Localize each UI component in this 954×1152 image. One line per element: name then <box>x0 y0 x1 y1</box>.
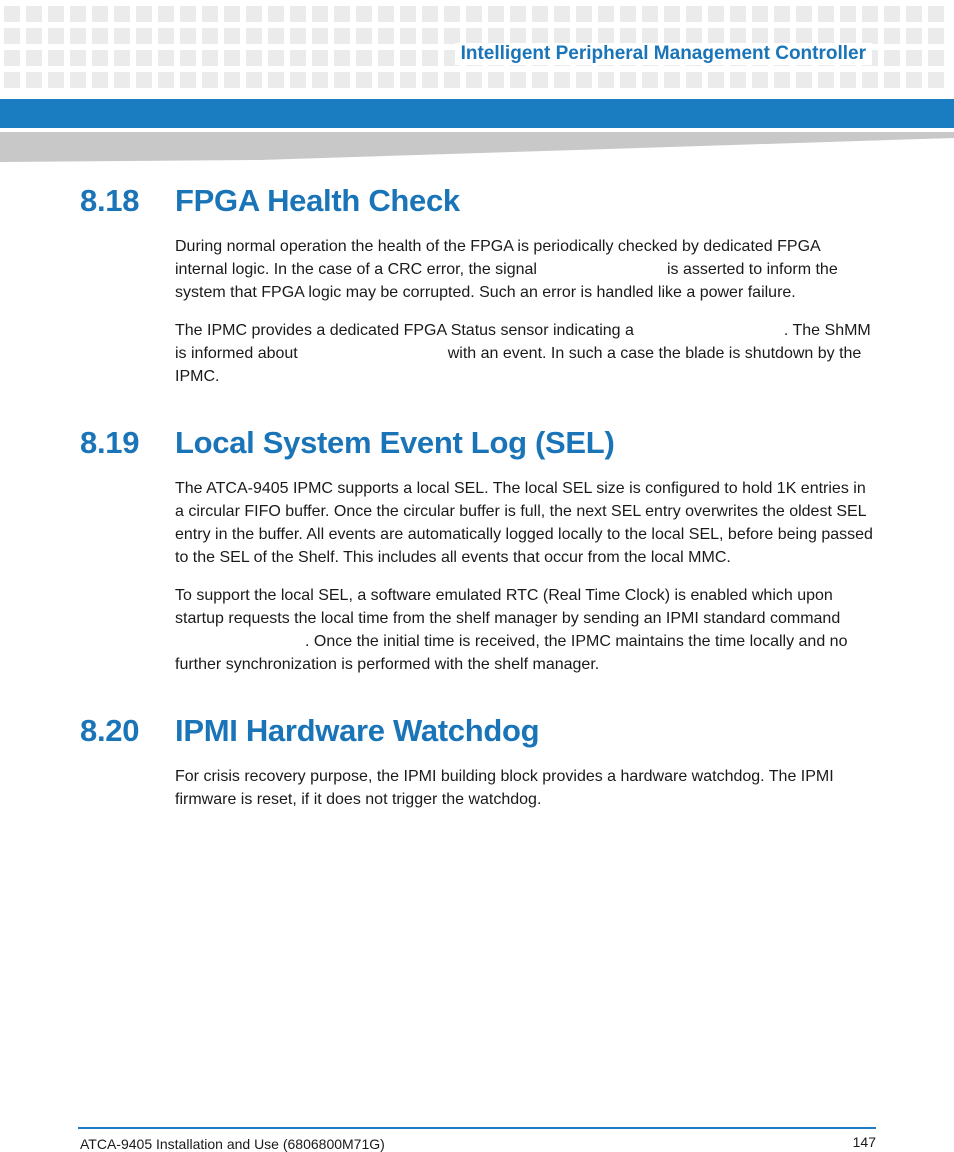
dot-cell <box>532 28 548 44</box>
dot-cell <box>598 28 614 44</box>
dot-cell <box>246 72 262 88</box>
dot-cell <box>444 6 460 22</box>
dot-cell <box>554 6 570 22</box>
dot-cell <box>752 6 768 22</box>
dot-cell <box>180 28 196 44</box>
dot-cell <box>334 72 350 88</box>
section-number: 8.20 <box>80 713 140 748</box>
dot-cell <box>466 28 482 44</box>
dot-cell <box>202 50 218 66</box>
dot-cell <box>136 6 152 22</box>
dot-cell <box>422 28 438 44</box>
dot-cell <box>26 28 42 44</box>
dot-cell <box>818 6 834 22</box>
dot-cell <box>664 72 680 88</box>
dot-cell <box>268 72 284 88</box>
dot-cell <box>268 6 284 22</box>
section-title: Local System Event Log (SEL) <box>175 425 615 460</box>
dot-cell <box>422 50 438 66</box>
dot-cell <box>312 72 328 88</box>
dot-cell <box>510 6 526 22</box>
dot-cell <box>48 6 64 22</box>
dot-cell <box>840 6 856 22</box>
dot-cell <box>554 28 570 44</box>
dot-cell <box>158 50 174 66</box>
dot-cell <box>92 50 108 66</box>
dot-cell <box>246 28 262 44</box>
dot-cell <box>334 28 350 44</box>
dot-cell <box>92 28 108 44</box>
dot-cell <box>114 50 130 66</box>
section-heading-8-19 <box>80 425 614 461</box>
dot-cell <box>400 50 416 66</box>
dot-cell <box>92 72 108 88</box>
dot-cell <box>136 72 152 88</box>
dot-cell <box>312 6 328 22</box>
dot-cell <box>884 72 900 88</box>
text-run: During normal operation the health of the FPGA is periodically checked by dedicated FPGA internal logic. In the case of a CRC error, the signal <box>175 238 820 278</box>
dot-cell <box>224 50 240 66</box>
dot-cell <box>356 50 372 66</box>
dot-cell <box>466 6 482 22</box>
dot-cell <box>730 6 746 22</box>
dot-cell <box>290 50 306 66</box>
dot-cell <box>730 72 746 88</box>
dot-cell <box>466 72 482 88</box>
dot-cell <box>224 72 240 88</box>
dot-cell <box>708 28 724 44</box>
dot-cell <box>48 50 64 66</box>
dot-cell <box>818 28 834 44</box>
page-number: 147 <box>852 1134 876 1150</box>
dot-cell <box>114 72 130 88</box>
dot-cell <box>70 6 86 22</box>
text-run: . Once the initial time is received, the IPMC maintains the time locally and no further synchronization is performed with the shelf manager. <box>175 633 848 673</box>
header-blue-band <box>0 99 954 128</box>
dot-cell <box>356 28 372 44</box>
dot-cell <box>202 72 218 88</box>
fpga-paragraph-2 <box>175 319 875 388</box>
dot-cell <box>136 50 152 66</box>
section-heading-8-20 <box>80 713 539 749</box>
section-number: 8.19 <box>80 425 140 460</box>
dot-cell <box>224 6 240 22</box>
dot-cell <box>290 6 306 22</box>
dot-cell <box>906 6 922 22</box>
dot-cell <box>70 50 86 66</box>
dot-cell <box>378 50 394 66</box>
dot-cell <box>686 6 702 22</box>
dot-cell <box>400 6 416 22</box>
section-title: FPGA Health Check <box>175 183 460 218</box>
dot-cell <box>664 6 680 22</box>
dot-cell <box>4 28 20 44</box>
dot-cell <box>840 72 856 88</box>
dot-cell <box>4 72 20 88</box>
sel-paragraph-1: The ATCA-9405 IPMC supports a local SEL. The local SEL size is configured to hold 1K entries in a circular FIFO buffer. Once the circular buffer is full, the next SEL entry overwrites the oldest SEL entry in the buffer. All events are automatically logged locally to the local SEL, before being passed to the SEL of the Shelf. This includes all events that occur from the local MMC. <box>175 480 873 566</box>
running-header-title: Intelligent Peripheral Management Controller <box>455 43 872 65</box>
dot-cell <box>774 72 790 88</box>
dot-cell <box>400 72 416 88</box>
dot-cell <box>70 28 86 44</box>
dot-cell <box>928 28 944 44</box>
dot-cell <box>664 28 680 44</box>
dot-cell <box>928 72 944 88</box>
dot-cell <box>444 72 460 88</box>
dot-cell <box>158 6 174 22</box>
dot-cell <box>246 50 262 66</box>
dot-cell <box>4 50 20 66</box>
dot-cell <box>752 72 768 88</box>
dot-cell <box>158 72 174 88</box>
section-heading-8-18 <box>80 183 460 219</box>
dot-cell <box>554 72 570 88</box>
dot-cell <box>488 28 504 44</box>
dot-cell <box>70 72 86 88</box>
dot-cell <box>268 28 284 44</box>
dot-cell <box>444 28 460 44</box>
text-run: with an event. In such a case the blade is shutdown by the IPMC. <box>175 345 862 385</box>
dot-cell <box>730 28 746 44</box>
dot-cell <box>114 28 130 44</box>
text-run: The IPMC provides a dedicated FPGA Status sensor indicating a <box>175 322 634 339</box>
footer-document-title: ATCA-9405 Installation and Use (6806800M71G) <box>80 1136 385 1152</box>
dot-cell <box>488 72 504 88</box>
dot-cell <box>26 72 42 88</box>
watchdog-paragraph-1: For crisis recovery purpose, the IPMI building block provides a hardware watchdog. The IPMI firmware is reset, if it does not trigger the watchdog. <box>175 768 834 808</box>
text-run: is asserted to inform the system that FPGA logic may be corrupted. Such an error is handled like a power failure. <box>175 261 838 301</box>
dot-cell <box>378 28 394 44</box>
dot-cell <box>620 72 636 88</box>
dot-cell <box>862 72 878 88</box>
dot-cell <box>686 72 702 88</box>
dot-cell <box>202 6 218 22</box>
dot-cell <box>422 72 438 88</box>
dot-cell <box>884 28 900 44</box>
text-run: To support the local SEL, a software emulated RTC (Real Time Clock) is enabled which upon startup requests the local time from the shelf manager by sending an IPMI standard command <box>175 587 841 627</box>
dot-cell <box>840 28 856 44</box>
dot-cell <box>928 50 944 66</box>
dot-cell <box>224 28 240 44</box>
dot-cell <box>422 6 438 22</box>
dot-cell <box>312 28 328 44</box>
dot-cell <box>796 72 812 88</box>
sel-paragraph-2 <box>175 584 875 676</box>
dot-cell <box>400 28 416 44</box>
dot-cell <box>26 6 42 22</box>
dot-cell <box>906 28 922 44</box>
dot-cell <box>598 6 614 22</box>
dot-cell <box>334 6 350 22</box>
dot-cell <box>708 6 724 22</box>
dot-cell <box>92 6 108 22</box>
dot-cell <box>906 72 922 88</box>
dot-cell <box>818 72 834 88</box>
dot-cell <box>290 72 306 88</box>
fpga-paragraph-1 <box>175 235 875 304</box>
dot-cell <box>356 72 372 88</box>
dot-cell <box>884 6 900 22</box>
dot-cell <box>356 6 372 22</box>
dot-cell <box>796 28 812 44</box>
dot-cell <box>774 28 790 44</box>
dot-cell <box>180 50 196 66</box>
dot-cell <box>862 6 878 22</box>
dot-cell <box>510 72 526 88</box>
footer-rule <box>78 1127 876 1129</box>
dot-cell <box>48 28 64 44</box>
dot-cell <box>598 72 614 88</box>
dot-cell <box>180 72 196 88</box>
dot-cell <box>180 6 196 22</box>
header-gray-wedge <box>0 132 954 162</box>
dot-cell <box>378 72 394 88</box>
dot-cell <box>4 6 20 22</box>
dot-cell <box>268 50 284 66</box>
dot-cell <box>576 28 592 44</box>
dot-cell <box>136 28 152 44</box>
dot-cell <box>620 6 636 22</box>
dot-cell <box>576 72 592 88</box>
dot-cell <box>532 6 548 22</box>
dot-cell <box>796 6 812 22</box>
dot-cell <box>378 6 394 22</box>
dot-cell <box>114 6 130 22</box>
dot-cell <box>576 6 592 22</box>
dot-cell <box>158 28 174 44</box>
dot-cell <box>906 50 922 66</box>
dot-cell <box>642 72 658 88</box>
dot-cell <box>708 72 724 88</box>
dot-cell <box>928 6 944 22</box>
dot-cell <box>642 6 658 22</box>
dot-cell <box>202 28 218 44</box>
dot-cell <box>312 50 328 66</box>
dot-cell <box>290 28 306 44</box>
dot-cell <box>334 50 350 66</box>
dot-cell <box>488 6 504 22</box>
dot-cell <box>752 28 768 44</box>
section-number: 8.18 <box>80 183 140 218</box>
dot-cell <box>862 28 878 44</box>
dot-cell <box>686 28 702 44</box>
dot-cell <box>620 28 636 44</box>
dot-cell <box>642 28 658 44</box>
dot-cell <box>774 6 790 22</box>
dot-cell <box>510 28 526 44</box>
dot-cell <box>532 72 548 88</box>
dot-cell <box>884 50 900 66</box>
dot-cell <box>26 50 42 66</box>
text-run: . The ShMM is informed about <box>175 322 871 362</box>
dot-cell <box>246 6 262 22</box>
dot-cell <box>48 72 64 88</box>
section-title: IPMI Hardware Watchdog <box>175 713 540 748</box>
